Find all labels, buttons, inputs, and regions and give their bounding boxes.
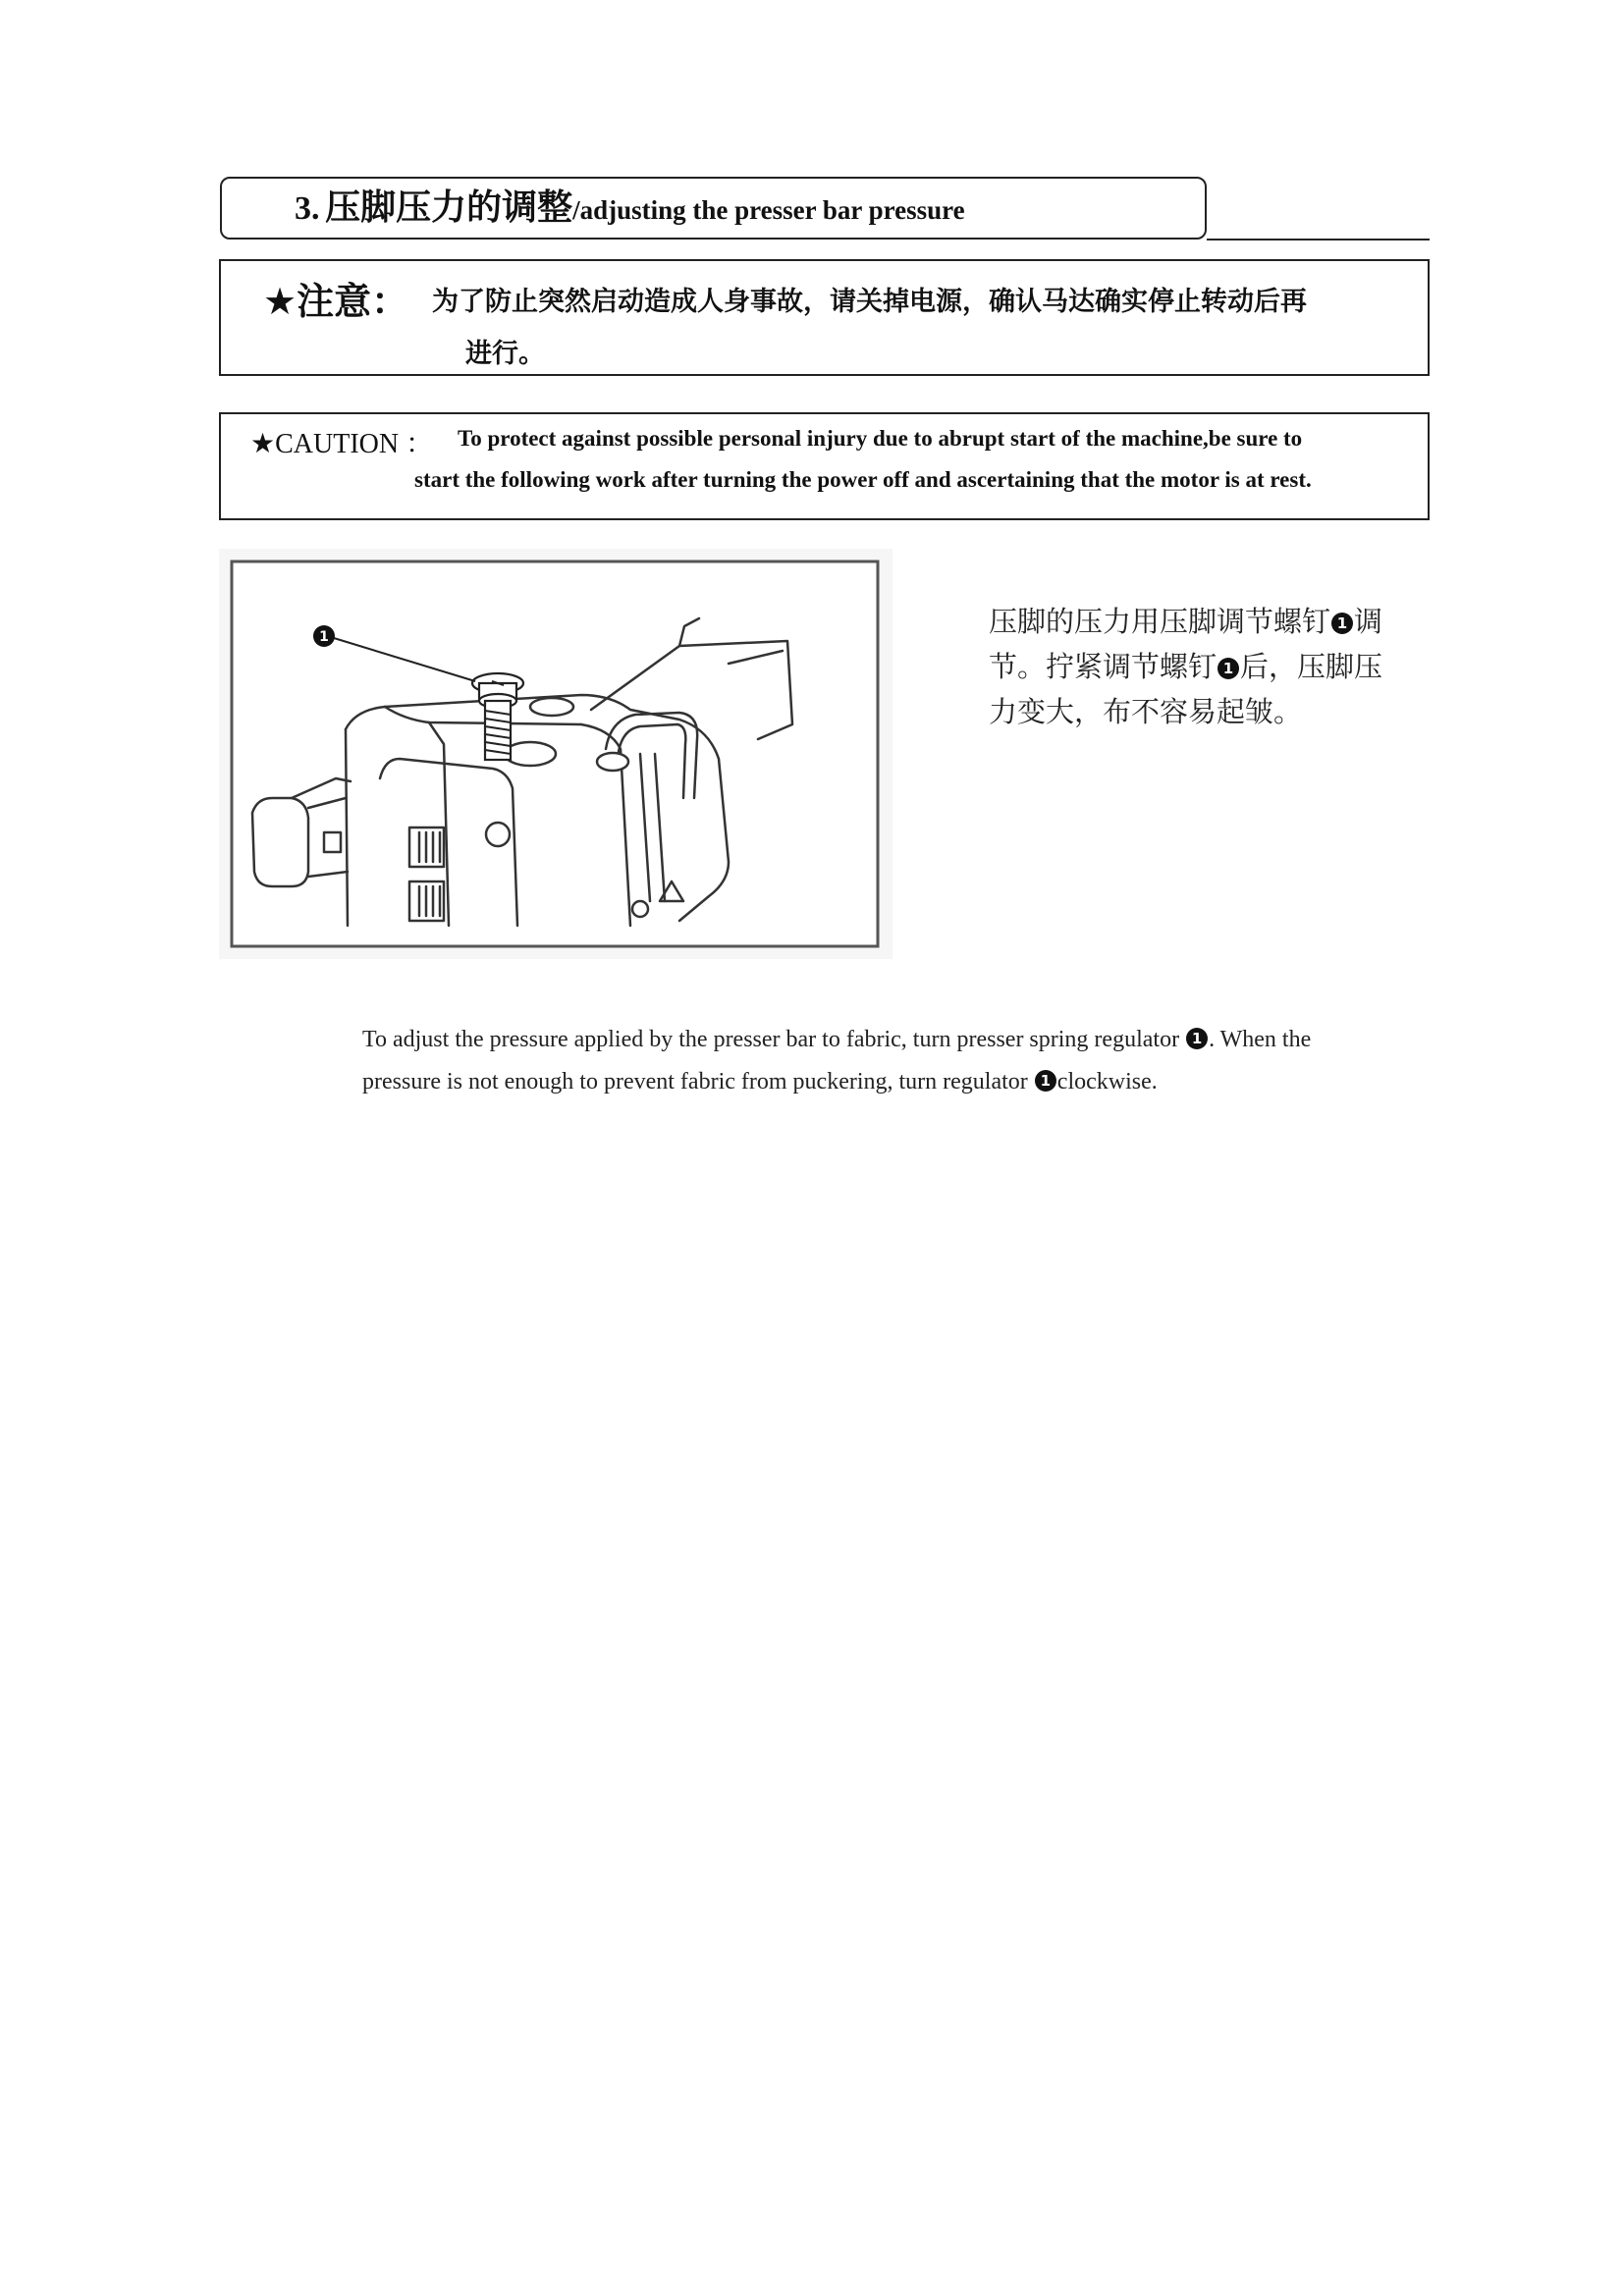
- description-en-line2: [362, 1069, 1158, 1095]
- caution-label-zh: ★注意：: [263, 280, 409, 323]
- callout-number: 1: [319, 629, 329, 645]
- heading-number: 3.: [295, 190, 320, 227]
- regulator-marker-icon: 1: [1217, 658, 1239, 679]
- description-en-line1: [362, 1027, 1311, 1053]
- heading-title-en: /adjusting the presser bar pressure: [572, 195, 965, 225]
- regulator-marker-icon: 1: [1186, 1028, 1208, 1049]
- description-zh-part3: 后，压脚压力变大，布不容易起皱。: [989, 650, 1383, 728]
- description-en-line1-tail: . When the: [1209, 1027, 1312, 1052]
- caution-text-en-line2: start the following work after turning the power off and ascertaining that the motor is at rest.: [414, 467, 1312, 492]
- regulator-marker-icon: 1: [1331, 613, 1353, 634]
- description-en-line2-text: pressure is not enough to prevent fabric from puckering, turn regulator: [362, 1069, 1028, 1095]
- caution-label-en: ★CAUTION ：: [250, 429, 434, 459]
- heading-title-zh: 压脚压力的调整: [325, 187, 573, 228]
- section-heading: [295, 177, 965, 240]
- description-zh-part2: 调节。拧紧调节螺钉: [989, 605, 1383, 683]
- caution-text-zh-line1: 为了防止突然启动造成人身事故，请关掉电源，确认马达确实停止转动后再: [432, 287, 1307, 317]
- caution-text-en-line1: To protect against possible personal injury due to abrupt start of the machine,be sure to: [458, 426, 1303, 451]
- presser-regulator-illustration: [218, 548, 893, 960]
- heading-underline: [1207, 239, 1430, 240]
- description-en-line2-tail: clockwise.: [1056, 1069, 1158, 1095]
- description-zh: [989, 599, 1401, 734]
- description-en-line1-text: To adjust the pressure applied by the presser bar to fabric, turn presser spring regulator: [362, 1027, 1180, 1052]
- regulator-marker-icon: 1: [1035, 1070, 1056, 1092]
- caution-text-zh-line2: 进行。: [465, 339, 545, 369]
- description-zh-part1: 压脚的压力用压脚调节螺钉: [989, 605, 1331, 638]
